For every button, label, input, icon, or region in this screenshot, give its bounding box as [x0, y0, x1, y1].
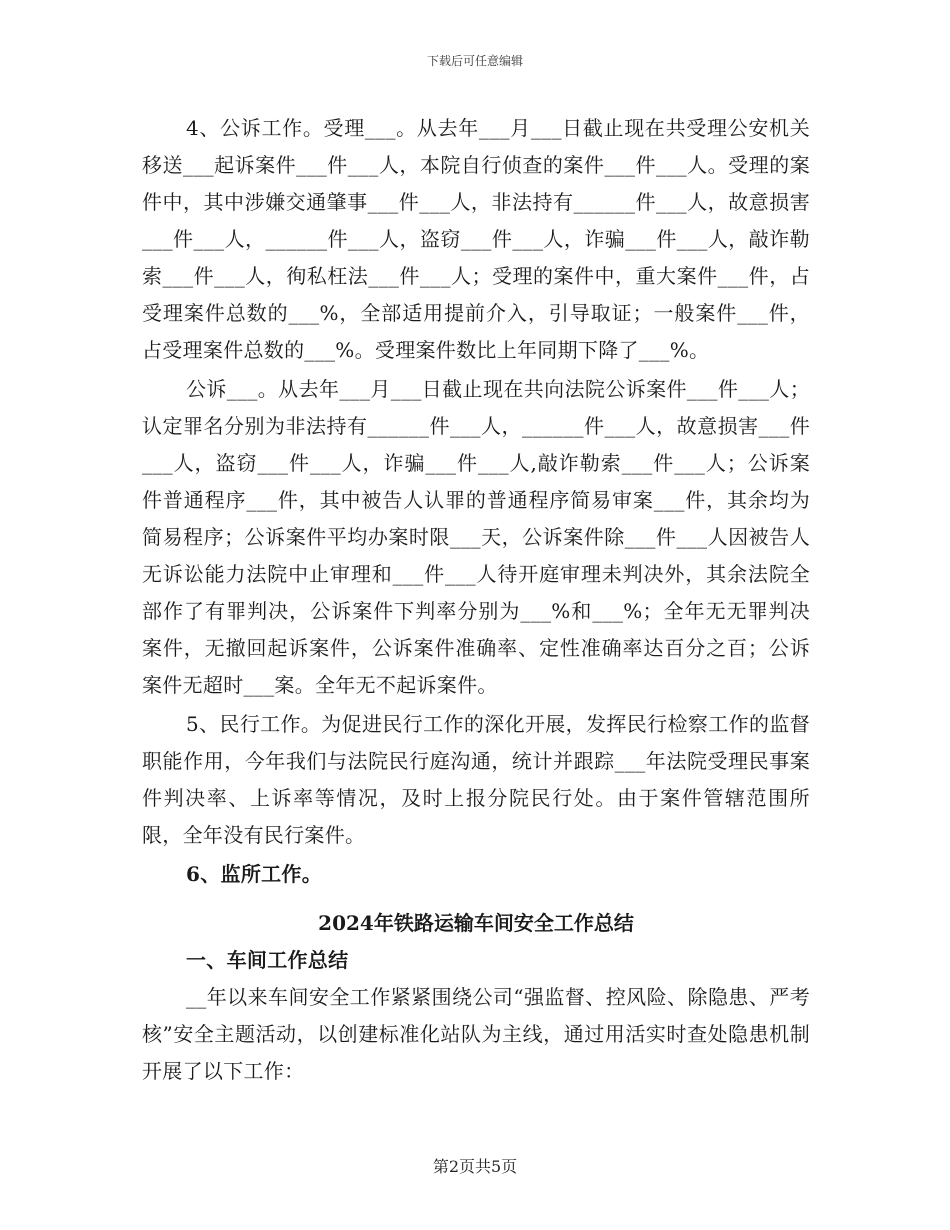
- paragraph-prosecution: 4、公诉工作。受理___。从去年___月___日截止现在共受理公安机关移送___起诉案件___件___人，本院自行侦查的案件___件___人。受理的案件中，其中涉嫌交通肇事___件___人，非法持有______件___人，故意损害___件___人，______件___人，盗窃___件___人，诈骗___件___人，敲诈勒索___件___人，徇私枉法___件___人；受理的案件中，重大案件___件，占受理案件总数的___%，全部适用提前介入，引导取证；一般案件___件，占受理案件总数的___%。受理案件数比上年同期下降了___%。: [142, 116, 810, 362]
- page-header: 下载后可任意编辑: [426, 54, 523, 68]
- heading-prison-work: 6、监所工作。: [186, 862, 323, 886]
- document-title: 2024年铁路运输车间安全工作总结: [318, 911, 634, 935]
- section-heading: 一、车间工作总结: [186, 948, 349, 972]
- paragraph-public-prosecution: 公诉___。从去年___月___日截止现在共向法院公诉案件___件___人；认定罪名分别为非法持有______件___人，______件___人，故意损害___件___人，盗窃___件___人，诈骗___件___人,敲诈勒索___件___人；公诉案件普通程序___件，其中被告人认罪的普通程序简易审案___件，其余均为简易程序；公诉案件平均办案时限___天，公诉案件除___件___人因被告人无诉讼能力法院中止审理和___件___人待开庭审理未判决外，其余法院全部作了有罪判决，公诉案件下判率分别为___%和___%；全年无无罪判决案件，无撤回起诉案件，公诉案件准确率、定性准确率达百分之百；公诉案件无超时___案。全年无不起诉案件。: [142, 377, 810, 697]
- paragraph-civil-administrative: 5、民行工作。为促进民行工作的深化开展，发挥民行检察工作的监督职能作用，今年我们与法院民行庭沟通，统计并跟踪___年法院受理民事案件判决率、上诉率等情况，及时上报分院民行处。由于案件管辖范围所限，全年没有民行案件。: [142, 712, 810, 847]
- page-footer: 第2页共5页: [432, 1157, 518, 1176]
- paragraph-workshop-summary: __年以来车间安全工作紧紧围绕公司“强监督、控风险、除隐患、严考核”安全主题活动，以创建标准化站队为主线，通过用活实时查处隐患机制开展了以下工作：: [142, 985, 810, 1083]
- document-body: [142, 110, 810, 1090]
